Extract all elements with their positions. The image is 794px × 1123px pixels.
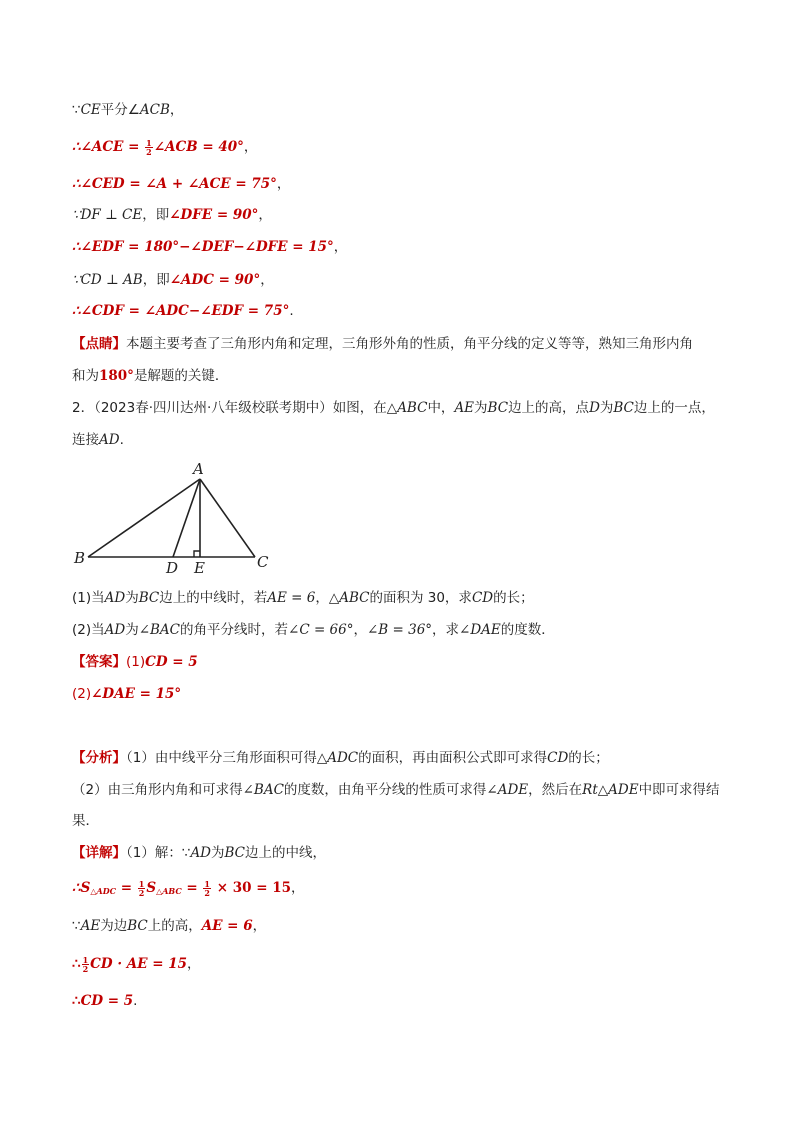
text: ，	[260, 272, 274, 288]
label-c: C	[257, 553, 269, 571]
text: 上的高，	[147, 918, 202, 934]
text: (1)	[126, 654, 146, 670]
math: AE	[80, 918, 101, 934]
text: 边上的一点，	[633, 400, 715, 416]
dianjing-line-1	[72, 334, 693, 354]
label-e: E	[194, 559, 205, 577]
fraction	[145, 139, 153, 156]
text: 的面积，再由面积公式即可求得	[358, 750, 548, 766]
text: 的角平分线时，若	[180, 622, 289, 638]
analysis-line-1	[72, 748, 609, 768]
math: ∠DAE	[459, 622, 501, 638]
math: BC	[138, 590, 160, 606]
math: BC	[127, 918, 148, 934]
math: ∠DAE = 15°	[91, 686, 182, 702]
text: ，	[243, 139, 258, 155]
math: ∴	[72, 956, 81, 972]
text: 的长；	[568, 750, 609, 766]
answer-tag: 【答案】	[72, 654, 126, 670]
solution-line-3	[72, 174, 290, 194]
text: (2)当	[72, 622, 105, 638]
text: ∵	[72, 102, 81, 118]
detail-line-4	[72, 954, 201, 974]
side-ab	[88, 479, 200, 557]
text: 边上的中线，	[245, 845, 327, 861]
text: (1)当	[72, 590, 105, 606]
subscript: △ABC	[156, 886, 182, 896]
text: 的长；	[493, 590, 534, 606]
math: ∴∠CDF = ∠ADC−∠EDF = 75°	[72, 303, 290, 319]
label-b: B	[74, 549, 86, 567]
text: 中，	[427, 400, 455, 416]
text: （1）解：∵	[126, 845, 191, 861]
triangle-figure	[72, 458, 292, 582]
solution-line-5	[72, 237, 347, 257]
solution-line-2	[72, 137, 257, 157]
text: 为	[599, 400, 614, 416]
fraction	[203, 880, 211, 897]
part-1	[72, 588, 534, 608]
analysis-line-3	[72, 811, 99, 831]
text: 果．	[72, 813, 99, 829]
math: ∠B = 36°	[366, 622, 433, 638]
text: 本题主要考查了三角形内角和定理，三角形外角的性质，角平分线的定义等等，熟知三角形内角	[126, 336, 693, 352]
math: ∴	[72, 993, 81, 1009]
math: △ABC	[328, 590, 370, 606]
analysis-tag: 【分析】	[72, 750, 126, 766]
math: ∠BAC	[138, 622, 181, 638]
text: .	[133, 993, 138, 1009]
math: 180°	[99, 368, 134, 384]
label-a: A	[193, 460, 204, 478]
text: ，	[315, 590, 329, 606]
math: D	[589, 400, 600, 416]
text: ，然后在	[528, 782, 583, 798]
detail-line-5	[72, 991, 137, 1011]
question-number: 2．	[72, 400, 95, 416]
fraction-den: 2	[82, 963, 89, 974]
fraction-num: 1	[146, 137, 152, 148]
triangle-diagram	[72, 458, 292, 578]
math: ∴S	[72, 880, 91, 896]
text: ，	[276, 176, 291, 192]
part-2	[72, 620, 555, 640]
math: AE = 6	[201, 918, 253, 934]
math: ∴∠EDF = 180°−∠DEF−∠DFE = 15°	[72, 239, 334, 255]
math: ∴∠CED = ∠A + ∠ACE = 75°	[72, 176, 277, 192]
text: .	[119, 432, 124, 448]
question-line-1	[72, 398, 715, 418]
detail-tag: 【详解】	[72, 845, 126, 861]
math: AE = 6	[267, 590, 316, 606]
text: 中即可求得结	[638, 782, 720, 798]
math: AD	[99, 432, 120, 448]
math: AD	[104, 622, 126, 638]
detail-line-2	[72, 878, 305, 901]
math: =	[116, 880, 137, 896]
math: BC	[224, 845, 246, 861]
math: ∴∠ACE =	[72, 139, 145, 155]
text: 平分∠	[100, 102, 140, 118]
math: ∠ACB = 40°	[153, 139, 244, 155]
math: △	[386, 400, 398, 416]
text: ，	[333, 239, 348, 255]
math: ∠ADC = 90°	[169, 272, 261, 288]
text: .	[289, 303, 294, 319]
text: (2)	[72, 686, 92, 702]
text: ，	[187, 956, 201, 972]
dianjing-line-2	[72, 366, 228, 386]
math: AD	[104, 590, 126, 606]
text: 边上的高，点	[508, 400, 590, 416]
text: 为	[211, 845, 225, 861]
text: 为	[125, 590, 139, 606]
math: ∠BAC	[242, 782, 284, 798]
question-line-2	[72, 430, 124, 450]
fraction	[82, 956, 90, 973]
math: ABC	[397, 400, 428, 416]
answer-line-2	[72, 684, 181, 704]
math: CD = 5	[80, 993, 134, 1009]
label-d: D	[166, 559, 179, 577]
math: =	[181, 880, 203, 896]
solution-line-6	[72, 270, 274, 290]
text: ∵	[72, 918, 81, 934]
math: CD	[547, 750, 569, 766]
text: 如图，在	[332, 400, 387, 416]
math: Rt△ADE	[582, 782, 639, 798]
right-angle-mark	[194, 551, 200, 557]
question-source: （2023春·四川达州·八年级校联考期中）	[94, 400, 333, 416]
text: ，即	[142, 272, 170, 288]
subscript: △ADC	[90, 886, 117, 896]
math: ∠C = 66°	[288, 622, 354, 638]
math: ACB	[139, 102, 170, 118]
fraction-den: 2	[146, 146, 152, 157]
math: ∠ADE	[486, 782, 529, 798]
text: 为	[125, 622, 139, 638]
detail-line-1	[72, 843, 326, 863]
fraction	[138, 880, 146, 897]
math: CE	[80, 102, 101, 118]
math: CD = 5	[145, 654, 198, 670]
math: BC	[613, 400, 634, 416]
math: AE	[454, 400, 475, 416]
text: ，	[169, 102, 184, 118]
text: ，求	[432, 622, 460, 638]
text: ，	[353, 622, 367, 638]
detail-line-3	[72, 916, 266, 936]
math: ∵CD ⊥ AB	[72, 272, 143, 288]
side-ac	[200, 479, 255, 557]
text: ，	[291, 880, 305, 896]
text: 是解题的关键．	[133, 368, 229, 384]
solution-line-1	[72, 100, 183, 120]
text: 的度数，由角平分线的性质可求得	[283, 782, 487, 798]
text: ，	[252, 918, 267, 934]
math: CD	[471, 590, 494, 606]
solution-line-7	[72, 301, 294, 321]
math: AD	[190, 845, 212, 861]
text: 的度数．	[500, 622, 555, 638]
text: 为	[474, 400, 488, 416]
math: BC	[487, 400, 509, 416]
math: ∵DF ⊥ CE	[72, 207, 143, 223]
solution-line-4	[72, 205, 272, 225]
math: △ADC	[316, 750, 359, 766]
math: S	[146, 880, 157, 896]
math: CD · AE = 15	[90, 956, 187, 972]
text: ，	[258, 207, 272, 223]
text: ，即	[142, 207, 170, 223]
text: 的面积为 30，求	[369, 590, 472, 606]
dianjing-tag: 【点睛】	[72, 336, 126, 352]
text: 和为	[72, 368, 99, 384]
fraction-num: 1	[138, 878, 145, 889]
text: 为边	[100, 918, 128, 934]
math: × 30 = 15	[212, 880, 291, 896]
text: （2）由三角形内角和可求得	[72, 782, 243, 798]
fraction-num: 1	[204, 878, 210, 889]
answer-line-1	[72, 652, 198, 672]
text: 连接	[72, 432, 99, 448]
fraction-den: 2	[204, 887, 210, 898]
segment-ad	[173, 479, 200, 557]
math: ∠DFE = 90°	[169, 207, 259, 223]
analysis-line-2	[72, 780, 720, 800]
text: （1）由中线平分三角形面积可得	[126, 750, 317, 766]
fraction-num: 1	[82, 954, 89, 965]
fraction-den: 2	[138, 887, 145, 898]
text: 边上的中线时，若	[159, 590, 268, 606]
